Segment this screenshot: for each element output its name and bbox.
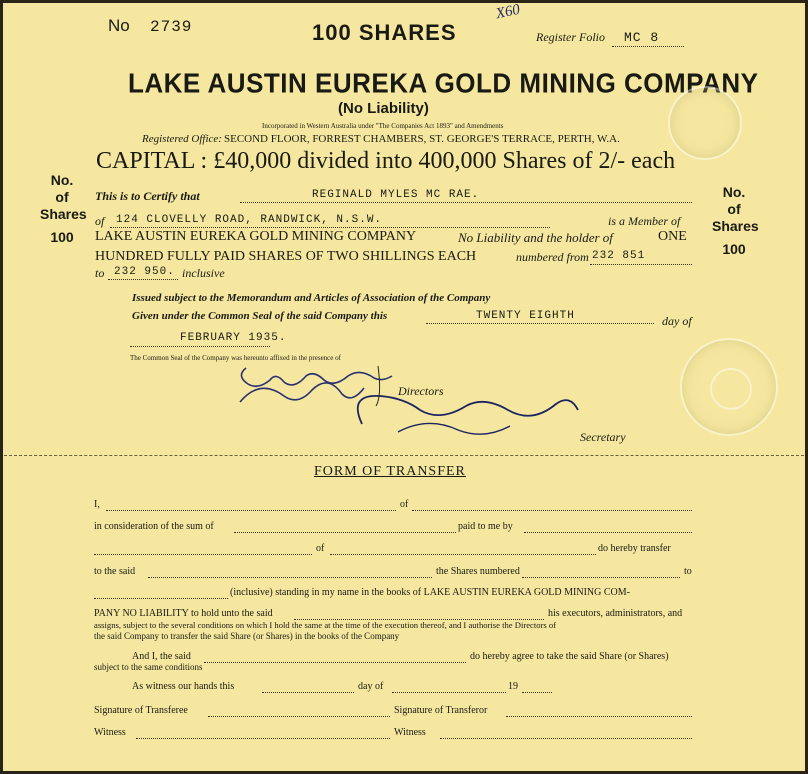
transfer-l3-line-b (330, 554, 596, 555)
transfer-l12-line-a (208, 716, 390, 717)
from-dotted-line (590, 264, 692, 265)
transfer-l2: in consideration of the sum of (94, 521, 214, 532)
transfer-l2-paid: paid to me by (458, 521, 513, 532)
transfer-l12b: Signature of Transferor (394, 705, 488, 716)
day-of-label: day of (662, 314, 692, 328)
transfer-l6a: PANY NO LIABILITY to hold unto the said (94, 608, 273, 619)
transfer-l1-line-a (106, 510, 396, 511)
transfer-l13b: Witness (394, 727, 426, 738)
holder-address: 124 CLOVELLY ROAD, RANDWICK, N.S.W. (116, 214, 383, 226)
right-shares: Shares (712, 218, 759, 234)
certify-line3-one: ONE (658, 229, 687, 244)
transfer-l1-i: I, (94, 499, 100, 510)
transfer-l12a: Signature of Transferee (94, 705, 188, 716)
office-address: SECOND FLOOR, FORREST CHAMBERS, ST. GEORGE'S TERRACE, PERTH, W.A. (224, 133, 620, 145)
signatures-drawing (228, 362, 588, 452)
transfer-l5-line (94, 598, 228, 599)
transfer-l1-line-b (412, 510, 692, 511)
transfer-l11-line-c (522, 692, 552, 693)
given-day: TWENTY EIGHTH (476, 310, 575, 322)
directors-label: Directors (398, 384, 444, 398)
handwritten-mark: X60 (494, 1, 522, 23)
member-suffix: is a Member of (608, 214, 681, 228)
to-number: 232 950. (114, 266, 175, 278)
certificate-number: 2739 (150, 18, 193, 36)
transfer-l2-line (234, 532, 456, 533)
transfer-l4-line-a (148, 577, 432, 578)
left-shares: Shares (40, 206, 87, 222)
liability-subtitle: (No Liability) (338, 100, 429, 117)
given-line: Given under the Common Seal of the said Company this (132, 310, 388, 322)
transfer-l2-line-b (524, 532, 692, 533)
register-folio-label: Register Folio (536, 30, 605, 44)
transfer-l12-line-b (506, 716, 692, 717)
transfer-l11a: As witness our hands this (132, 681, 235, 692)
numbered-from-label: numbered from (516, 250, 589, 264)
transfer-l7: assigns, subject to the several conditions on which I hold the same at the time of the execution thereof, and I authorise the Directors of (94, 620, 557, 630)
given-month: FEBRUARY 1935. (180, 332, 287, 344)
transfer-l9-line (204, 662, 466, 663)
right-no: No. (722, 184, 746, 200)
certify-line3-rest: No Liability and the holder of (458, 230, 613, 245)
perforation-line (4, 455, 804, 456)
right-shares-block (712, 184, 759, 258)
transfer-l13-line-b (440, 738, 692, 739)
seal-presence-line: The Common Seal of the Company was hereunto affixed in the presence of (130, 354, 341, 362)
shares-title: 100 SHARES (312, 20, 457, 45)
transfer-l4-line-b (522, 577, 680, 578)
transfer-l11b: day of (358, 681, 384, 692)
of-label: of (95, 214, 105, 228)
transfer-l3-of: of (316, 543, 325, 554)
secretary-label: Secretary (580, 430, 626, 444)
transfer-l11c: 19 (508, 681, 518, 692)
transfer-l9b: do hereby agree to take the said Share (or Shares) (470, 651, 669, 662)
transfer-l6b: his executors, administrators, and (548, 608, 683, 619)
embossed-seal-top (668, 86, 742, 160)
from-number: 232 851 (592, 250, 646, 262)
left-count: 100 (50, 229, 74, 245)
transfer-l10: subject to the same conditions (94, 662, 203, 672)
folio-dotted-line (612, 46, 684, 47)
transfer-l11-line-a (262, 692, 354, 693)
holder-name: REGINALD MYLES MC RAE. (312, 189, 480, 201)
transfer-l4-to: to (684, 566, 692, 577)
left-shares-block (40, 172, 87, 246)
certify-line3-company: LAKE AUSTIN EUREKA GOLD MINING COMPANY (95, 229, 417, 244)
to-dotted-line (108, 279, 178, 280)
holder-dotted-line (240, 202, 692, 203)
transfer-l8: the said Company to transfer the said Share (or Shares) in the books of the Company (94, 631, 400, 641)
transfer-l13a: Witness (94, 727, 126, 738)
right-of: of (727, 201, 741, 217)
incorporation-line: Incorporated in Western Australia under "The Companies Act 1893" and Amendments (262, 122, 504, 130)
issued-line: Issued subject to the Memorandum and Articles of Association of the Company (132, 292, 491, 304)
transfer-l9a: And I, the said (132, 651, 191, 662)
transfer-l4-shares: the Shares numbered (436, 566, 520, 577)
left-no: No. (50, 172, 74, 188)
address-dotted-line (110, 227, 550, 228)
register-folio-value: MC 8 (624, 30, 660, 45)
month-dotted-line (130, 346, 270, 347)
to-label: to (95, 266, 105, 280)
office-label: Registered Office: (142, 133, 222, 145)
transfer-l4-said: to the said (94, 566, 136, 577)
inclusive-label: inclusive (182, 266, 225, 280)
certify-prefix: This is to Certify that (95, 189, 200, 203)
certify-line4: HUNDRED FULLY PAID SHARES OF TWO SHILLINGS EACH (95, 249, 477, 264)
transfer-l5: (inclusive) standing in my name in the books of LAKE AUSTIN EUREKA GOLD MINING COM- (230, 587, 630, 598)
transfer-l13-line-a (136, 738, 390, 739)
transfer-title: FORM OF TRANSFER (314, 464, 466, 479)
given-day-dotted-line (426, 323, 654, 324)
transfer-l3-transfer: do hereby transfer (598, 543, 671, 554)
transfer-l3-line-a (94, 554, 312, 555)
right-count: 100 (722, 241, 746, 257)
company-name: LAKE AUSTIN EUREKA GOLD MINING COMPANY (128, 67, 759, 99)
transfer-l1-of: of (400, 499, 409, 510)
capital-line: CAPITAL : £40,000 divided into 400,000 Shares of 2/- each (96, 148, 676, 174)
transfer-l11-line-b (392, 692, 506, 693)
certificate-no-label: No (108, 16, 130, 35)
embossed-seal-bottom (680, 338, 778, 436)
left-of: of (55, 189, 69, 205)
